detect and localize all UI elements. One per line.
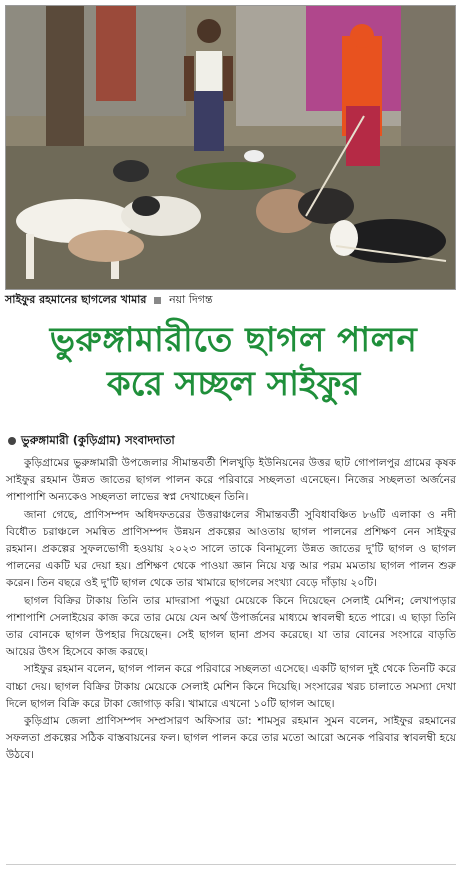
- article-paragraph: ছাগল বিক্রির টাকায় তিনি তার মাদরাসা পড়ুয়া মেয়েকে কিনে দিয়েছেন সেলাই মেশিন; লেখাপড়ার পাশাপাশি সেলাইয়ের কাজ করে তার মেয়ে যেন অর্থ উপার্জনের মাধ্যমে স্বাবলম্বী হতে পারে। এ ছাড়া তিনি তার বোনকে ছাগল উপহার দিয়েছেন। সেই ছাগল ছানা প্রসব করেছে। যা তার বোনের সংসারে বাড়তি আয়ের উৎস হিসেবে কাজ করছে।: [6, 593, 456, 659]
- headline-line-2: করে সচ্ছল সাইফুর: [106, 364, 361, 404]
- byline: [8, 432, 175, 451]
- news-photo: [5, 5, 456, 290]
- square-bullet-icon: [154, 297, 161, 304]
- article-paragraph: কুড়িগ্রাম জেলা প্রাণিসম্পদ সম্প্রসারণ অফিসার ডা: শামসুর রহমান সুমন বলেন, সাইফুর রহমানের সফলতা প্রকল্পের সঠিক বাস্তবায়নের ফল। ছাগল পালন করে তার মতো আরো অনেক পরিবার স্বাবলম্বী হয়ে উঠবে।: [6, 714, 456, 762]
- goat-farm-photo: [6, 6, 455, 289]
- caption-source: নয়া দিগন্ত: [169, 293, 213, 306]
- headline-line-1: ভুরুঙ্গামারীতে ছাগল পালন: [49, 320, 418, 360]
- article-paragraph: সাইফুর রহমান বলেন, ছাগল পালন করে পরিবারে সচ্ছলতা এসেছে। একটি ছাগল দুই থেকে তিনটি করে বাচ্চা দেয়। ছাগল বিক্রির টাকায় মেয়েকে সেলাই মেশিন কিনে দিয়েছি। সংসারের খরচ চালাতে সমস্যা দেখা দিলে ছাগল বিক্রি করে টাকা জোগাড় করি। খামারে এখনো ১০টি ছাগল আছে।: [6, 662, 456, 710]
- photo-caption: [5, 290, 455, 310]
- bottom-divider: [6, 864, 456, 865]
- headline: [0, 318, 467, 406]
- article-body: [6, 454, 456, 764]
- article-paragraph: কুড়িগ্রামের ভুরুঙ্গামারী উপজেলার সীমান্তবর্তী শিলখুড়ি ইউনিয়নের উত্তর ছাট গোপালপুর গ্রামের কৃষক সাইফুর রহমান উন্নত জাতের ছাগল পালন করে পরিবারে সচ্ছলতা এনেছেন। নিজের সচ্ছলতা অর্জনের পাশাপাশি অন্যকেও সচ্ছলতা লাভের স্বপ্ন দেখাচ্ছেন তিনি।: [6, 456, 456, 504]
- bullet-icon: [8, 437, 16, 445]
- byline-text: ভুরুঙ্গামারী (কুড়িগ্রাম) সংবাদদাতা: [21, 433, 175, 447]
- article-paragraph: জানা গেছে, প্রাণিসম্পদ অধিদফতরের উত্তরাঞ্চলের সীমান্তবর্তী সুবিধাবঞ্চিত ৮৬টি এলাকা ও নদী বিধৌত চরাঞ্চলে সমন্বিত প্রাণিসম্পদ উন্নয়ন প্রকল্পের আওতায় ছাগল পালনের প্রশিক্ষণ নেন সাইফুর রহমান। প্রকল্পের সুফলভোগী হওয়ায় ২০২৩ সালে তাকে বিনামূল্যে উন্নত জাতের দু'টি ছাগল ও ছাগল পালনের একটি ঘর দেয়া হয়। প্রশিক্ষণ থেকে পাওয়া জ্ঞান নিয়ে যত্ন আর পরম মমতায় ছাগল পালন শুরু করেন। তিন বছরে ওই দু'টি ছাগল থেকে তার খামারে ছাগলের সংখ্যা বেড়ে দাঁড়ায় ২০টি।: [6, 507, 456, 590]
- caption-text: সাইফুর রহমানের ছাগলের খামার: [5, 293, 147, 306]
